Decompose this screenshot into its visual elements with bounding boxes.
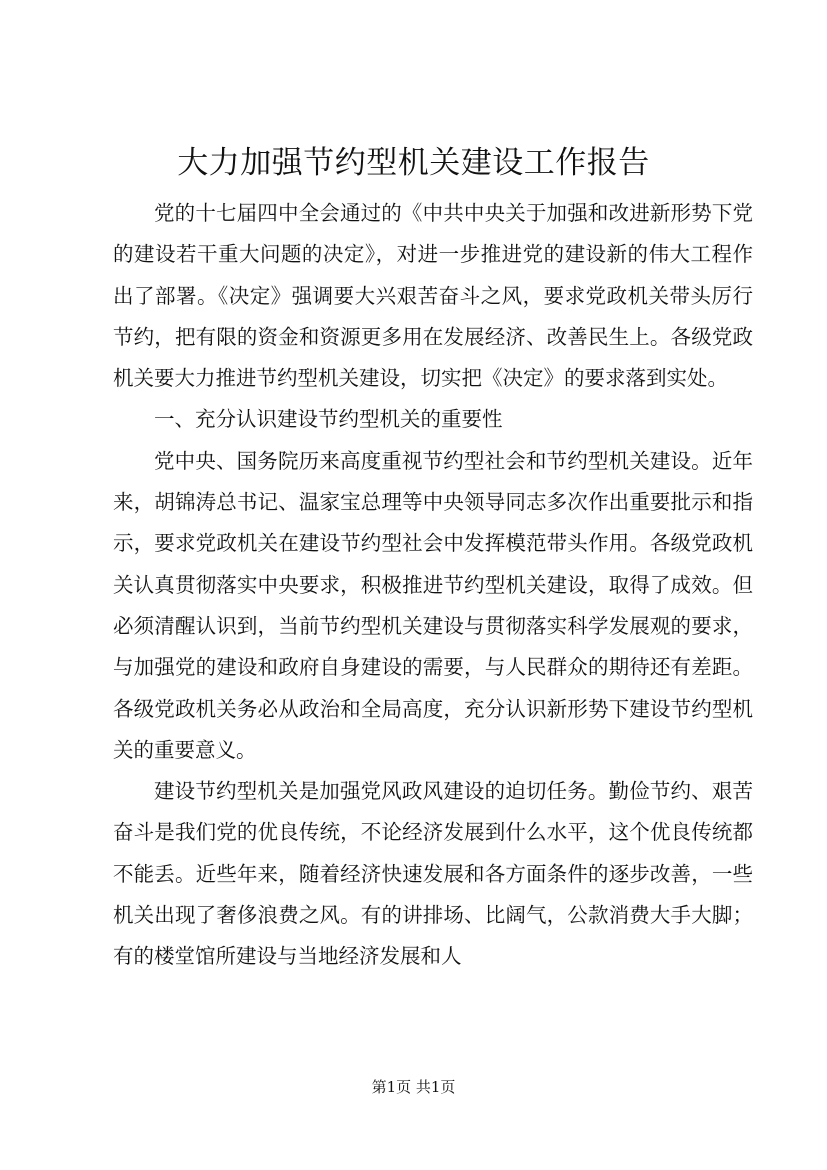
- paragraph-importance: 党中央、国务院历来高度重视节约型社会和节约型机关建设。近年来，胡锦涛总书记、温家宝总理等中央领导同志多次作出重要批示和指示，要求党政机关在建设节约型社会中发挥模范带头作用。各级党政机关认真贯彻落实中央要求，积极推进节约型机关建设，取得了成效。但必须清醒认识到，当前节约型机关建设与贯彻落实科学发展观的要求，与加强党的建设和政府自身建设的需要，与人民群众的期待还有差距。各级党政机关务必从政治和全局高度，充分认识新形势下建设节约型机关的重要意义。: [113, 448, 753, 762]
- page-footer: 第1页 共1页: [371, 1078, 456, 1096]
- paragraph-intro: 党的十七届四中全会通过的《中共中央关于加强和改进新形势下党的建设若干重大问题的决定》，对进一步推进党的建设新的伟大工程作出了部署。《决定》强调要大兴艰苦奋斗之风，要求党政机关带头厉行节约，把有限的资金和资源更多用在发展经济、改善民生上。各级党政机关要大力推进节约型机关建设，切实把《决定》的要求落到实处。: [113, 201, 753, 391]
- section-heading: 一、充分认识建设节约型机关的重要性: [154, 407, 503, 432]
- paragraph-party-style: 建设节约型机关是加强党风政风建设的迫切任务。勤俭节约、艰苦奋斗是我们党的优良传统，不论经济发展到什么水平，这个优良传统都不能丢。近些年来，随着经济快速发展和各方面条件的逐步改善，一些机关出现了奢侈浪费之风。有的讲排场、比阔气，公款消费大手大脚；有的楼堂馆所建设与当地经济发展和人: [113, 779, 753, 969]
- document-body: [113, 193, 753, 978]
- document-title: 大力加强节约型机关建设工作报告: [177, 145, 650, 181]
